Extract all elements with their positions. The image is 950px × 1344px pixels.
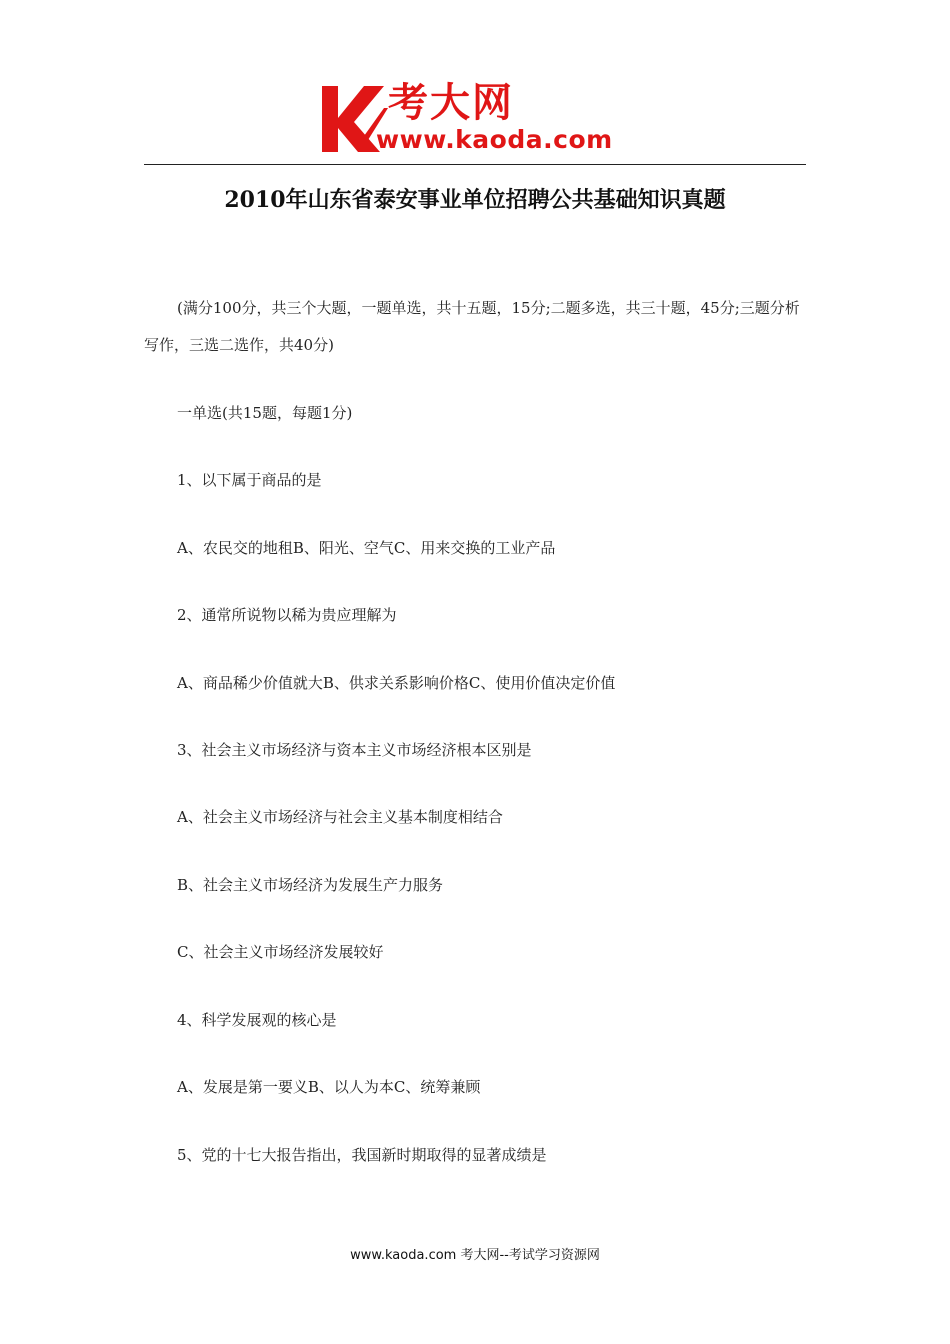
logo-url-text: www.kaoda.com	[376, 125, 613, 154]
page-footer: www.kaoda.com 考大网--考试学习资源网	[350, 1248, 600, 1263]
question-3: 3、社会主义市场经济与资本主义市场经济根本区别是	[177, 741, 532, 759]
header-divider	[144, 164, 806, 165]
section-heading: 一单选(共15题，每题1分)	[177, 404, 353, 422]
question-1: 1、以下属于商品的是	[177, 471, 322, 489]
question-2-options: A、商品稀少价值就大B、供求关系影响价格C、使用价值决定价值	[177, 674, 616, 692]
question-1-options: A、农民交的地租B、阳光、空气C、用来交换的工业产品	[177, 539, 556, 557]
question-5: 5、党的十七大报告指出，我国新时期取得的显著成绩是	[177, 1146, 547, 1164]
document-title: 2010年山东省泰安事业单位招聘公共基础知识真题	[224, 187, 726, 213]
logo-brand-text: 考大网	[388, 80, 514, 126]
intro-paragraph: (满分100分，共三个大题，一题单选，共十五题，15分;二题多选，共三十题，45分;三题分析写作，三选二选作，共40分)	[144, 299, 800, 354]
kaoda-logo	[318, 78, 638, 158]
question-4: 4、科学发展观的核心是	[177, 1011, 337, 1029]
question-3-option-c: C、社会主义市场经济发展较好	[177, 943, 384, 961]
question-2: 2、通常所说物以稀为贵应理解为	[177, 606, 397, 624]
question-3-option-a: A、社会主义市场经济与社会主义基本制度相结合	[177, 808, 503, 826]
question-4-options: A、发展是第一要义B、以人为本C、统筹兼顾	[177, 1078, 481, 1096]
question-3-option-b: B、社会主义市场经济为发展生产力服务	[177, 876, 444, 894]
